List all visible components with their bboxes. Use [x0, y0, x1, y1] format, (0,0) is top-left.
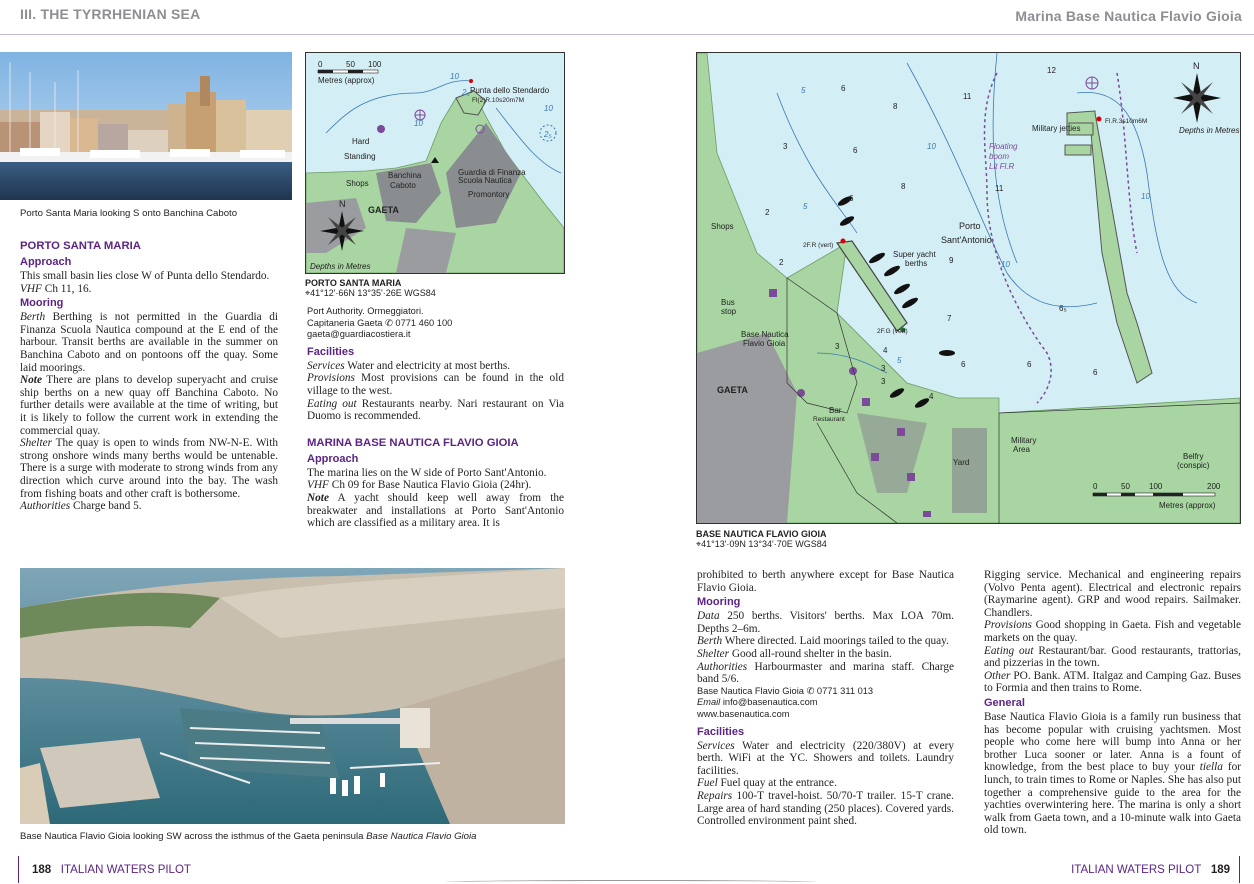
eating-value: Restaurants nearby. Nari restaurant on Via Duomo is recommended.	[307, 397, 564, 423]
svg-text:3: 3	[881, 364, 886, 373]
svg-text:5: 5	[897, 356, 902, 365]
note-text	[20, 374, 278, 437]
map1-guardia1: Guardia di Finanza	[458, 168, 526, 177]
eating2-key: Eating out	[984, 644, 1034, 657]
map1-caption-position	[305, 288, 436, 298]
authorities2-text	[697, 661, 954, 686]
continued-text: prohibited to berth anywhere except for Base Nautica Flavio Gioia.	[697, 569, 954, 594]
svg-text:3: 3	[783, 142, 788, 151]
general-text	[984, 711, 1241, 837]
map-porto-santa-maria	[305, 52, 565, 274]
map2-scale-50: 50	[1121, 482, 1130, 491]
approach-text: This small basin lies close W of Punta dello Stendardo.	[20, 270, 270, 282]
svg-text:2₅: 2₅	[462, 88, 470, 97]
map1-caption-title: PORTO SANTA MARIA	[305, 278, 402, 288]
vhf2-value: Ch 09 for Base Nautica Flavio Gioia (24hr).	[328, 479, 532, 492]
approach2-text: The marina lies on the W side of Porto Sant'Antonio.	[307, 466, 547, 479]
svg-text:10: 10	[414, 119, 423, 128]
services-text	[307, 360, 564, 373]
note-value: There are plans to develop superyacht and cruise ship berths on a new quay off Banchina Caboto. No further details were available at the time of writing, but it is likely to follow the current work in extending the commercial quay.	[20, 374, 278, 437]
email-key: Email	[697, 697, 721, 708]
map2-fg-vert: 2F.G (vert)	[877, 328, 908, 335]
berth2-text	[697, 635, 954, 648]
authorities-value: Charge band 5.	[70, 500, 142, 513]
shelter2-text	[697, 648, 954, 661]
authorities2-value: Harbourmaster and marina staff. Charge band 5/6.	[697, 660, 954, 686]
repairs-key: Repairs	[697, 789, 733, 802]
svg-text:6: 6	[1027, 360, 1032, 369]
middle-column-top	[307, 306, 564, 530]
shelter2-value: Good all-round shelter in the basin.	[729, 647, 892, 660]
map2-fr-vert: 2F.R (vert)	[803, 242, 834, 249]
svg-text:4: 4	[929, 392, 934, 401]
general-part-2: for lunch, to train times to Rome or Naples. She has also put together a comprehensive guide to the area for the yachties overwintering here. The marina is only a short walk from Gaeta town, and a 10-minute walk into Gaeta old town.	[984, 761, 1241, 837]
provisions-value: Most provisions can be found in the old village to the west.	[307, 372, 564, 397]
svg-text:8: 8	[901, 182, 906, 191]
mooring2-heading: Mooring	[697, 596, 741, 609]
svg-text:6: 6	[961, 360, 966, 369]
map1-light: Fl(2)R.10s20m7M	[472, 97, 525, 104]
map2-base-2: Flavio Gioia	[743, 339, 786, 348]
svg-text:2: 2	[779, 258, 784, 267]
map2-porto-2: Sant'Antonio	[941, 235, 992, 245]
map2-military-jetties-1: Military jetties	[1032, 124, 1081, 133]
note2-value: A yacht should keep well away from the breakwater and installations at Porto Sant'Antonio which are classified as a military area. It is	[307, 491, 564, 530]
map1-scale-0: 0	[318, 60, 323, 69]
map1-banchina: Banchina	[388, 171, 422, 180]
mooring-heading: Mooring	[20, 297, 64, 310]
email-value: info@basenautica.com	[720, 697, 818, 708]
waypoint-icon: ⌖	[696, 539, 702, 549]
photo-porto-santa-maria	[0, 52, 292, 200]
marina-contact-3: www.basenautica.com	[697, 708, 790, 719]
eating-text	[307, 398, 564, 423]
fuel-key: Fuel	[697, 777, 718, 790]
footer-left-rule	[18, 856, 19, 883]
right-page-column-2	[984, 569, 1241, 837]
photo2-credit: Base Nautica Flavio Gioia	[366, 831, 477, 842]
services-value: Water and electricity at most berths.	[344, 359, 511, 372]
svg-text:8: 8	[893, 102, 898, 111]
facilities2-heading: Facilities	[697, 725, 745, 738]
map2-base-1: Base Nautica	[741, 330, 789, 339]
shelter-value: The quay is open to winds from NW-N-E. With strong onshore winds many berths would be untenable. There is a surge with moderate to strong winds from any direction which curve around into the bay. The wash from fishing boats and other craft is bothersome.	[20, 437, 278, 500]
provisions-text	[307, 372, 564, 397]
header-rule	[0, 34, 1254, 35]
authorities-text	[20, 500, 278, 513]
map2-bus-2: stop	[721, 307, 737, 316]
footer-left-title: ITALIAN WATERS PILOT	[60, 864, 191, 876]
svg-text:10: 10	[927, 142, 936, 151]
map-base-nautica	[696, 52, 1241, 524]
map2-caption-title: BASE NAUTICA FLAVIO GIOIA	[696, 529, 827, 539]
facilities-heading: Facilities	[307, 345, 355, 358]
svg-text:11: 11	[963, 92, 972, 101]
provisions-key: Provisions	[307, 372, 355, 385]
berth2-value: Where directed. Laid moorings tailed to the quay.	[722, 635, 949, 648]
map2-bar: Bar	[829, 406, 842, 415]
svg-text:10: 10	[1001, 260, 1010, 269]
page-edge-mark	[445, 880, 817, 884]
svg-text:3: 3	[835, 342, 840, 351]
map2-light: Fl.R.3s10m6M	[1105, 118, 1148, 125]
map1-caption-pos: 41°12'·66N 13°35'·26E WGS84	[310, 288, 436, 298]
map2-north: N	[1193, 61, 1200, 71]
provisions2-key: Provisions	[984, 619, 1032, 632]
right-page-column-1	[697, 569, 954, 828]
authorities2-key: Authorities	[697, 660, 748, 673]
svg-text:5: 5	[803, 202, 808, 211]
footer-right-rule	[1239, 856, 1240, 883]
svg-text:11: 11	[995, 184, 1004, 193]
map2-belfry-2: (conspic)	[1177, 461, 1210, 470]
repairs-text	[697, 790, 954, 828]
footer-left	[32, 864, 191, 876]
map1-caboto: Caboto	[390, 181, 416, 190]
eating-key: Eating out	[307, 397, 357, 410]
map2-restaurant: Restaurant	[813, 416, 845, 423]
shelter-key: Shelter	[20, 437, 52, 450]
running-head-right: Marina Base Nautica Flavio Gioia	[1015, 8, 1242, 24]
vhf-value: Ch 11, 16.	[41, 282, 92, 295]
photo2-caption	[20, 831, 476, 842]
map2-yard: Yard	[953, 458, 970, 467]
running-head-left: III. THE TYRRHENIAN SEA	[20, 6, 201, 22]
map1-caption	[305, 278, 436, 298]
footer-right-title: ITALIAN WATERS PILOT	[1071, 864, 1202, 876]
other-key: Other	[984, 669, 1011, 682]
repairs-cont-text: Rigging service. Mechanical and engineering repairs (Volvo Penta agent). Electrical and electronic repairs (Raymarine agent). GRP and wood repairs. Sailmaker. Chandlers.	[984, 569, 1241, 619]
svg-text:6: 6	[853, 146, 858, 155]
marina-contact-1: Base Nautica Flavio Gioia ✆ 0771 311 013	[697, 685, 874, 696]
vhf-line	[20, 283, 278, 296]
other-text	[984, 670, 1241, 695]
section-title-porto-santa-maria: PORTO SANTA MARIA	[20, 240, 141, 252]
provisions2-text	[984, 619, 1241, 644]
map2-superyacht-1: Super yacht	[893, 250, 936, 259]
map2-superyacht-2: berths	[905, 259, 928, 268]
note2-text	[307, 492, 564, 530]
general-heading: General	[984, 696, 1025, 709]
map2-floating-2: boom	[989, 152, 1010, 161]
eating2-text	[984, 645, 1241, 670]
map2-depths: Depths in Metres	[1179, 126, 1240, 135]
vhf2-line	[307, 479, 564, 492]
map1-punta: Punta dello Stendardo	[470, 86, 550, 95]
data-text	[697, 610, 954, 635]
photo1-caption: Porto Santa Maria looking S onto Banchina Caboto	[20, 208, 238, 219]
services2-value: Water and electricity (220/380V) at every berth. WiFi at the YC. Showers and toilets. Laundry facilities.	[697, 739, 954, 777]
map1-hard: Hard	[352, 137, 370, 146]
svg-text:4: 4	[883, 346, 888, 355]
data-key: Data	[697, 610, 720, 623]
authorities-key: Authorities	[20, 500, 71, 513]
section-title-marina: MARINA BASE NAUTICA FLAVIO GIOIA	[307, 436, 519, 449]
svg-text:6₅: 6₅	[1059, 304, 1067, 313]
map2-bus-1: Bus	[721, 298, 735, 307]
map1-scale-unit: Metres (approx)	[318, 76, 375, 85]
waypoint-icon: ⌖	[305, 288, 311, 298]
berth-value: Berthing is not permitted in the Guardia di Finanza Scuola Nautica compound at the E end of the harbour. Transit berths are available in the summer on Banchina Caboto and on pontoons off the quay. Some laid moorings.	[20, 311, 278, 374]
contact-line-3: gaeta@guardiacostiera.it	[307, 329, 411, 340]
map2-belfry-1: Belfry	[1183, 452, 1204, 461]
note-key: Note	[20, 374, 42, 387]
map2-porto-1: Porto	[959, 221, 981, 231]
general-italic: tiella	[1199, 761, 1223, 774]
services2-key: Services	[697, 739, 735, 752]
svg-text:2: 2	[765, 208, 770, 217]
contact-line-2: Capitaneria Gaeta ✆ 0771 460 100	[307, 317, 453, 328]
repairs-value: 100-T travel-hoist. 50/70-T trailer. 15-T crane. Large area of hard standing (250 places). Covered yards. Controlled environment paint shed.	[697, 789, 954, 828]
map1-promontory: Promontory	[468, 190, 510, 199]
marina-contact-2	[697, 697, 954, 709]
map1-scale-50: 50	[346, 60, 355, 69]
map1-shops: Shops	[346, 179, 369, 188]
left-column	[20, 238, 278, 513]
svg-text:3: 3	[881, 377, 886, 386]
map1-depths: Depths in Metres	[310, 262, 371, 271]
page-number-right: 189	[1210, 864, 1230, 876]
shelter2-key: Shelter	[697, 647, 729, 660]
other-value: PO. Bank. ATM. Italgaz and Camping Gaz. Buses to Formia and then trains to Rome.	[984, 669, 1241, 695]
fuel-value: Fuel quay at the entrance.	[717, 777, 837, 790]
general-part-1: Base Nautica Flavio Gioia is a family run business that has become popular with cruising yachtsmen. Most people who come here will bump into Anna or her brother Luca sooner or later. Anna is a fount of knowledge, from the best place to buy your	[984, 710, 1241, 774]
photo2-caption-text: Base Nautica Flavio Gioia looking SW across the isthmus of the Gaeta peninsula	[20, 831, 364, 842]
vhf2-key: VHF	[307, 479, 329, 492]
page-number-left: 188	[32, 864, 52, 876]
note2-key: Note	[307, 491, 329, 504]
svg-text:7: 7	[947, 314, 952, 323]
provisions2-value: Good shopping in Gaeta. Fish and vegetable markets on the quay.	[984, 619, 1241, 644]
svg-text:2₅: 2₅	[544, 130, 552, 139]
svg-text:9: 9	[949, 256, 954, 265]
map1-standing: Standing	[344, 152, 376, 161]
eating2-value: Restaurant/bar. Good restaurants, trattorias, and pizzerias in the town.	[984, 644, 1241, 670]
svg-text:6: 6	[1093, 368, 1098, 377]
map2-caption-pos: 41°13'·09N 13°34'·70E WGS84	[701, 539, 827, 549]
map2-military-area-2: Area	[1013, 445, 1030, 454]
fuel-text	[697, 777, 954, 790]
map2-scale-200: 200	[1207, 482, 1221, 491]
svg-text:6: 6	[841, 84, 846, 93]
svg-text:10: 10	[450, 72, 459, 81]
services2-text	[697, 740, 954, 778]
map2-scale-0: 0	[1093, 482, 1098, 491]
map1-gaeta: GAETA	[368, 205, 399, 215]
services-key: Services	[307, 359, 345, 372]
svg-text:12: 12	[1047, 66, 1056, 75]
map1-scale-100: 100	[368, 60, 382, 69]
svg-text:6: 6	[849, 194, 854, 203]
approach2-heading: Approach	[307, 452, 359, 465]
contact-line-1: Port Authority. Ormeggiatori.	[307, 306, 424, 316]
svg-text:10: 10	[1141, 192, 1150, 201]
svg-text:10: 10	[544, 104, 553, 113]
berth2-key: Berth	[697, 635, 723, 648]
map2-caption	[696, 529, 827, 549]
map2-floating-1: Floating	[989, 142, 1018, 151]
map2-gaeta: GAETA	[717, 385, 748, 395]
map2-military-area-1: Military	[1011, 436, 1037, 445]
map1-north: N	[339, 199, 346, 209]
map2-scale-unit: Metres (approx)	[1159, 501, 1216, 510]
map2-floating-3: Lit Fl.R	[989, 162, 1015, 171]
berth-text	[20, 311, 278, 374]
svg-text:5: 5	[801, 86, 806, 95]
map1-guardia2: Scuola Nautica	[458, 176, 512, 185]
map2-scale-100: 100	[1149, 482, 1163, 491]
map2-caption-position	[696, 539, 827, 549]
map2-shops: Shops	[711, 222, 734, 231]
vhf-key: VHF	[20, 282, 42, 295]
footer-right	[1071, 864, 1230, 876]
shelter-text	[20, 437, 278, 500]
berth-key: Berth	[20, 311, 46, 324]
photo-aerial-base-nautica	[20, 568, 565, 824]
data-value: 250 berths. Visitors' berths. Max LOA 70m. Depths 2–6m.	[697, 610, 954, 635]
approach-heading: Approach	[20, 256, 72, 268]
